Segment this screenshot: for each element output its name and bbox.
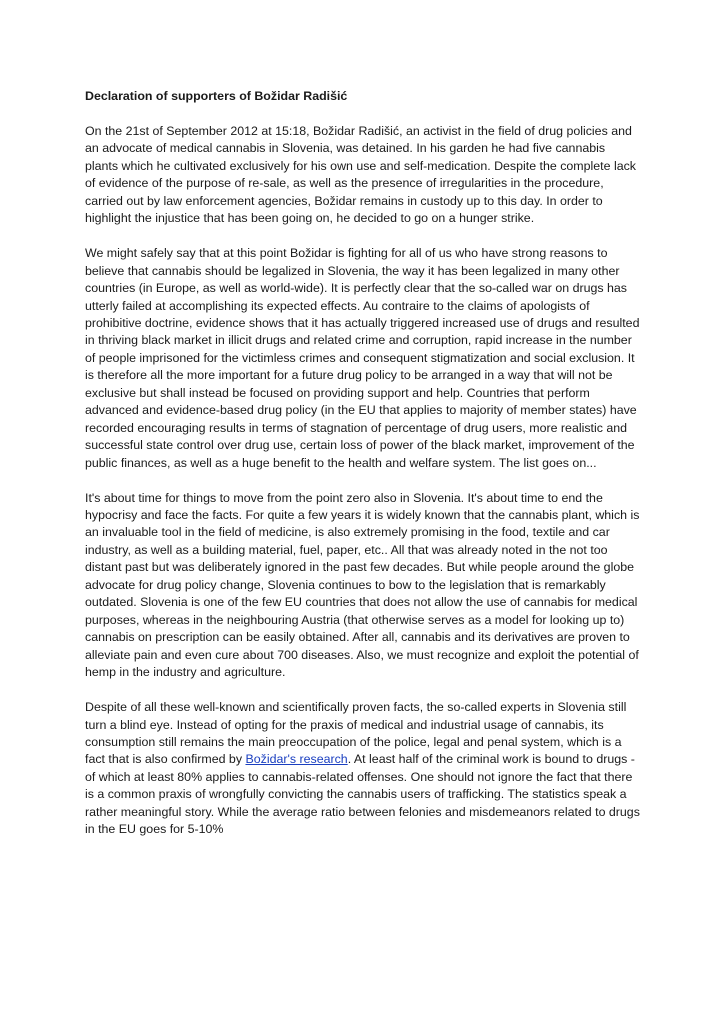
- paragraph-experts: [85, 699, 641, 839]
- document-title: Declaration of supporters of Božidar Radišić: [85, 89, 348, 103]
- paragraph-war-on-drugs: We might safely say that at this point Božidar is fighting for all of us who have strong reasons to believe that cannabis should be legalized in Slovenia, the way it has been legalized in many other countries (in Europe, as well as world-wide). It is perfectly clear that the so-called war on drugs has utterly failed at accomplishing its expected effects. Au contraire to the claims of apologists of prohibitive doctrine, evidence shows that it has actually triggered increased use of drugs and resulted in thriving black market in illicit drugs and related crime and corruption, rapid increase in the number of people imprisoned for the victimless crimes and consequent stigmatization and social exclusion. It is therefore all the more important for a future drug policy to be arranged in a way that will not be exclusive but shall instead be focused on providing support and help. Countries that perform advanced and evidence-based drug policy (in the EU that applies to majority of member states) have recorded encouraging results in terms of stagnation of percentage of drug users, more realistic and successful state control over drug use, certain loss of power of the black market, improvement of the public finances, as well as a huge benefit to the health and welfare system. The list goes on...: [85, 246, 640, 470]
- paragraph-experts-text-after: . At least half of the criminal work is bound to drugs - of which at least 80% applies to cannabis-related offenses. One should not ignore the fact that there is a common praxis of wrongfully convicting the cannabis users of trafficking. The statistics speak a rather meaningful story. While the average ratio between felonies and misdemeanors related to drugs in the EU goes for 5-10%: [85, 752, 640, 837]
- document-page: [85, 88, 641, 856]
- paragraph-experts-text-before: Despite of all these well-known and scientifically proven facts, the so-called experts in Slovenia still turn a blind eye. Instead of opting for the praxis of medical and industrial usage of cannabis, its consumption still remains the main preoccupation of the police, legal and penal system, which is a fact that is also confirmed by: [85, 700, 627, 767]
- paragraph-point-zero: It's about time for things to move from the point zero also in Slovenia. It's about time to end the hypocrisy and face the facts. For quite a few years it is widely known that the cannabis plant, which is an invaluable tool in the field of medicine, is also extremely promising in the food, textile and car industry, as well as a building material, fuel, paper, etc.. All that was already noted in the not too distant past but was deliberately ignored in the past few decades. But while people around the globe advocate for drug policy change, Slovenia continues to bow to the legislation that is remarkably outdated. Slovenia is one of the few EU countries that does not allow the use of cannabis for medical purposes, whereas in the neighbouring Austria (that otherwise serves as a model for looking up to) cannabis on prescription can be easily obtained. After all, cannabis and its derivatives are proven to alleviate pain and even cure about 700 diseases. Also, we must recognize and exploit the potential of hemp in the industry and agriculture.: [85, 490, 640, 680]
- bozidar-research-link[interactable]: Božidar's research: [245, 752, 348, 767]
- paragraph-detention: On the 21st of September 2012 at 15:18, Božidar Radišić, an activist in the field of drug policies and an advocate of medical cannabis in Slovenia, was detained. In his garden he had five cannabis plants which he cultivated exclusively for his own use and self-medication. Despite the complete lack of evidence of the purpose of re-sale, as well as the presence of irregularities in the procedure, carried out by law enforcement agencies, Božidar remains in custody up to this day. In order to highlight the injustice that has been going on, he decided to go on a hunger strike.: [85, 123, 636, 226]
